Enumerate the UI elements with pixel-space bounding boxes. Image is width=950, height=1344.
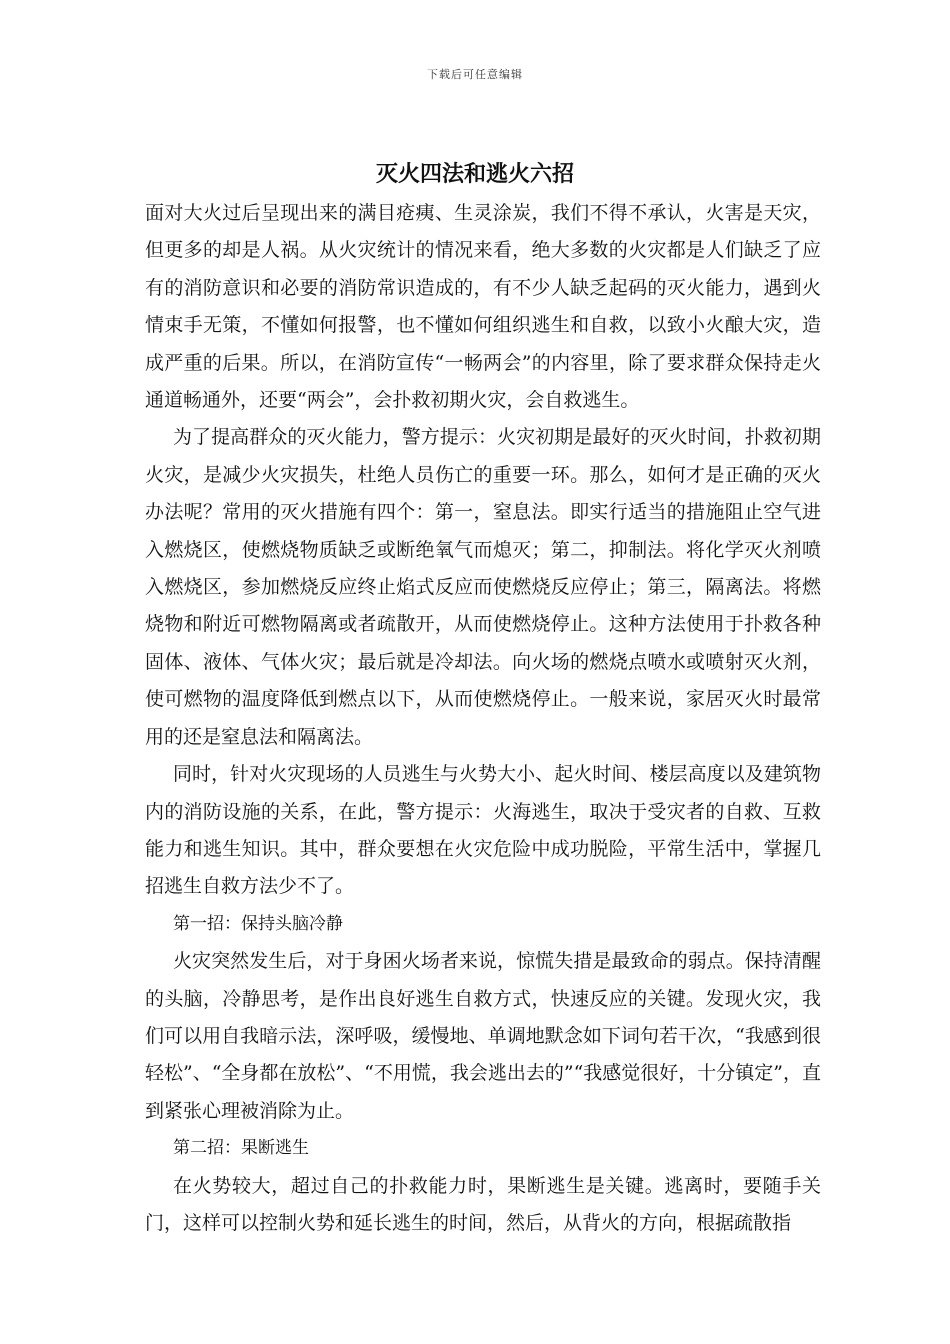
document-title: 灭火四法和逃火六招 xyxy=(375,161,574,187)
paragraph-tip-2: 在火势较大，超过自己的扑救能力时，果断逃生是关键。逃离时，要随手关门，这样可以控制火势和延长逃生的时间，然后，从背火的方向，根据疏散指 xyxy=(145,1174,821,1234)
page-header-note: 下载后可任意编辑 xyxy=(427,68,523,81)
section-heading-tip-2: 第二招：果断逃生 xyxy=(173,1138,309,1159)
paragraph-escape-intro: 同时，针对火灾现场的人员逃生与火势大小、起火时间、楼层高度以及建筑物内的消防设施的关系，在此，警方提示：火海逃生，取决于受灾者的自救、互救能力和逃生知识。其中，群众要想在火灾危险中成功脱险，平常生活中，掌握几招逃生自救方法少不了。 xyxy=(145,763,821,898)
document-body xyxy=(145,195,821,1242)
paragraph-intro: 面对大火过后呈现出来的满目疮痍、生灵涂炭，我们不得不承认，火害是天灾，但更多的却是人祸。从火灾统计的情况来看，绝大多数的火灾都是人们缺乏了应有的消防意识和必要的消防常识造成的，有不少人缺乏起码的灭火能力，遇到火情束手无策，不懂如何报警，也不懂如何组织逃生和自救，以致小火酿大灾，造成严重的后果。所以，在消防宣传“一畅两会”的内容里，除了要求群众保持走火通道畅通外，还要“两会”，会扑救初期火灾，会自救逃生。 xyxy=(145,202,821,412)
section-heading-tip-1: 第一招：保持头脑冷静 xyxy=(173,913,343,934)
paragraph-tip-1: 火灾突然发生后，对于身困火场者来说，惊慌失措是最致命的弱点。保持清醒的头脑，冷静思考，是作出良好逃生自救方式，快速反应的关键。发现火灾，我们可以用自我暗示法，深呼吸，缓慢地、单调地默念如下词句若干次，“我感到很轻松”、“全身都在放松”、“不用慌，我会逃出去的”“我感觉很好，十分镇定”，直到紧张心理被消除为止。 xyxy=(145,950,821,1122)
paragraph-four-methods: 为了提高群众的灭火能力，警方提示：火灾初期是最好的灭火时间，扑救初期火灾，是减少火灾损失，杜绝人员伤亡的重要一环。那么，如何才是正确的灭火办法呢？常用的灭火措施有四个：第一，窒息法。即实行适当的措施阻止空气进入燃烧区，使燃烧物质缺乏或断绝氧气而熄灭；第二，抑制法。将化学灭火剂喷入燃烧区，参加燃烧反应终止焰式反应而使燃烧反应停止；第三，隔离法。将燃烧物和附近可燃物隔离或者疏散开，从而使燃烧停止。这种方法使用于扑救各种固体、液体、气体火灾；最后就是冷却法。向火场的燃烧点喷水或喷射灭火剂，使可燃物的温度降低到燃点以下，从而使燃烧停止。一般来说，家居灭火时最常用的还是窒息法和隔离法。 xyxy=(145,426,821,748)
